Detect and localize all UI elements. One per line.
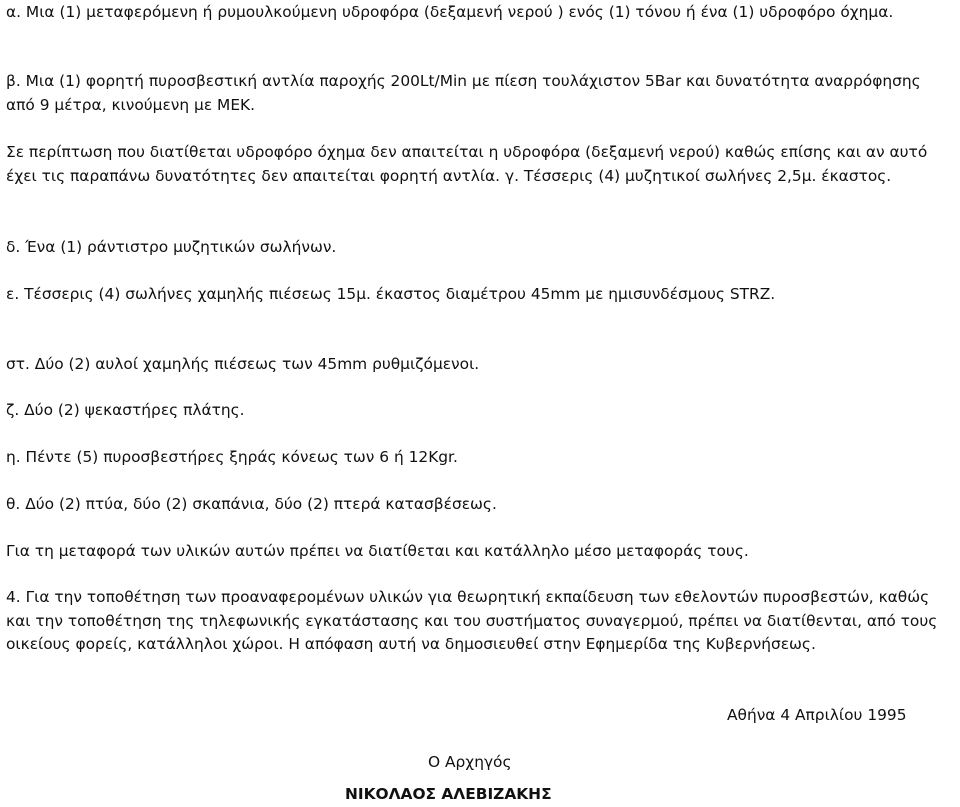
signatory-name: ΝΙΚΟΛΑΟΣ ΑΛΕΒΙΖΑΚΗΣ [345,785,552,803]
place-date: Αθήνα 4 Απριλίου 1995 [727,706,907,724]
transport-note: Για τη μεταφορά των υλικών αυτών πρέπει να διατίθεται και κατάλληλο μέσο μεταφοράς τους. [6,542,749,560]
item-zeta: ζ. Δύο (2) ψεκαστήρες πλάτης. [6,401,245,419]
signatory-title: Ο Αρχηγός [428,753,512,771]
item-theta: θ. Δύο (2) πτύα, δύο (2) σκαπάνια, δύο (2) πτερά κατασβέσεως. [6,495,497,513]
item-st: στ. Δύο (2) αυλοί χαμηλής πιέσεως των 45mm ρυθμιζόμενοι. [6,355,480,373]
item-beta: β. Μια (1) φορητή πυροσβεστική αντλία παροχής 200Lt/Min με πίεση τουλάχιστον 5Bar και δυνατότητα αναρρόφησης από 9 μέτρα, κινούμενη με ΜΕΚ. [6,72,921,114]
item-epsilon: ε. Τέσσερις (4) σωλήνες χαμηλής πιέσεως 15μ. έκαστος διαμέτρου 45mm με ημισυνδέσμους STRZ. [6,285,776,303]
item-eta: η. Πέντε (5) πυροσβεστήρες ξηράς κόνεως των 6 ή 12Kgr. [6,448,458,466]
item-alpha: α. Μια (1) μεταφερόμενη ή ρυμουλκούμενη υδροφόρα (δεξαμενή νερού ) ενός (1) τόνου ή ένα (1) υδροφόρο όχημα. [6,3,894,21]
tanker-note-and-item-gamma: Σε περίπτωση που διατίθεται υδροφόρο όχημα δεν απαιτείται η υδροφόρα (δεξαμενή νερού) καθώς επίσης και αν αυτό έχει τις παραπάνω δυνατότητες δεν απαιτείται φορητή αντλία. γ. Τέσσερις (4) μυζητικοί σωλήνες 2,5μ. έκαστος. [6,143,928,185]
paragraph-4: 4. Για την τοποθέτηση των προαναφερομένων υλικών για θεωρητική εκπαίδευση των εθελοντών πυροσβεστών, καθώς και την τοποθέτηση της τηλεφωνικής εγκατάστασης και του συστήματος συναγερμού, πρέπει να διατίθενται, από τους οικείους φορείς, κατάλληλοι χώροι. Η απόφαση αυτή να δημοσιευθεί στην Εφημερίδα της Κυβερνήσεως. [6,588,938,653]
item-delta: δ. Ένα (1) ράντιστρο μυζητικών σωλήνων. [6,238,337,256]
